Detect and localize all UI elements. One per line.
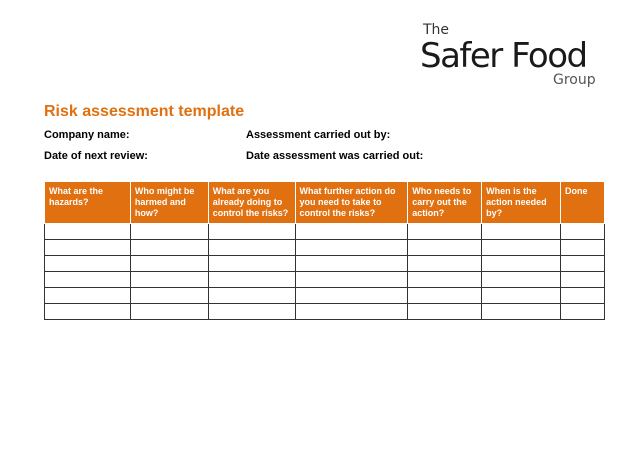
table-cell[interactable] <box>208 272 295 288</box>
table-cell[interactable] <box>130 304 208 320</box>
table-cell[interactable] <box>408 240 482 256</box>
table-cell[interactable] <box>45 304 131 320</box>
table-cell[interactable] <box>408 272 482 288</box>
table-cell[interactable] <box>208 304 295 320</box>
table-cell[interactable] <box>408 304 482 320</box>
table-row <box>45 304 605 320</box>
logo-the: The <box>423 22 450 38</box>
table-cell[interactable] <box>408 288 482 304</box>
table-cell[interactable] <box>295 256 408 272</box>
column-header: Done <box>561 182 605 224</box>
table-cell[interactable] <box>208 240 295 256</box>
page-title: Risk assessment template <box>44 103 245 120</box>
table-cell[interactable] <box>561 304 605 320</box>
table-cell[interactable] <box>45 256 131 272</box>
table-cell[interactable] <box>482 224 561 240</box>
column-header: Who might be harmed and how? <box>130 182 208 224</box>
table-cell[interactable] <box>45 272 131 288</box>
table-cell[interactable] <box>482 304 561 320</box>
column-header: What are you already doing to control the risks? <box>208 182 295 224</box>
column-header: What further action do you need to take to control the risks? <box>295 182 408 224</box>
table-row <box>45 240 605 256</box>
logo-group: Group <box>553 72 596 88</box>
column-header: What are the hazards? <box>45 182 131 224</box>
table-cell[interactable] <box>482 288 561 304</box>
table-cell[interactable] <box>295 224 408 240</box>
table-cell[interactable] <box>208 288 295 304</box>
table-cell[interactable] <box>130 224 208 240</box>
table-cell[interactable] <box>295 304 408 320</box>
table-cell[interactable] <box>561 240 605 256</box>
table-row <box>45 272 605 288</box>
table-cell[interactable] <box>561 272 605 288</box>
next-review-label: Date of next review: <box>44 150 148 162</box>
table-cell[interactable] <box>482 272 561 288</box>
table-cell[interactable] <box>561 256 605 272</box>
table-row <box>45 224 605 240</box>
table-cell[interactable] <box>45 224 131 240</box>
column-header: When is the action needed by? <box>482 182 561 224</box>
risk-assessment-table <box>44 181 605 320</box>
table-cell[interactable] <box>130 272 208 288</box>
table-cell[interactable] <box>130 288 208 304</box>
table-cell[interactable] <box>45 288 131 304</box>
assessment-by-label: Assessment carried out by: <box>246 129 391 141</box>
company-name-label: Company name: <box>44 129 130 141</box>
table-cell[interactable] <box>208 224 295 240</box>
table-cell[interactable] <box>408 224 482 240</box>
table-cell[interactable] <box>408 256 482 272</box>
table-cell[interactable] <box>295 272 408 288</box>
logo-main: Safer Food <box>420 36 587 76</box>
table-cell[interactable] <box>208 256 295 272</box>
table-row <box>45 256 605 272</box>
assessment-date-label: Date assessment was carried out: <box>246 150 424 162</box>
table-row <box>45 288 605 304</box>
table-cell[interactable] <box>295 240 408 256</box>
column-header: Who needs to carry out the action? <box>408 182 482 224</box>
table-cell[interactable] <box>561 288 605 304</box>
table-cell[interactable] <box>295 288 408 304</box>
table-cell[interactable] <box>482 256 561 272</box>
table-cell[interactable] <box>482 240 561 256</box>
table-cell[interactable] <box>45 240 131 256</box>
table-cell[interactable] <box>130 256 208 272</box>
table-cell[interactable] <box>130 240 208 256</box>
table-cell[interactable] <box>561 224 605 240</box>
